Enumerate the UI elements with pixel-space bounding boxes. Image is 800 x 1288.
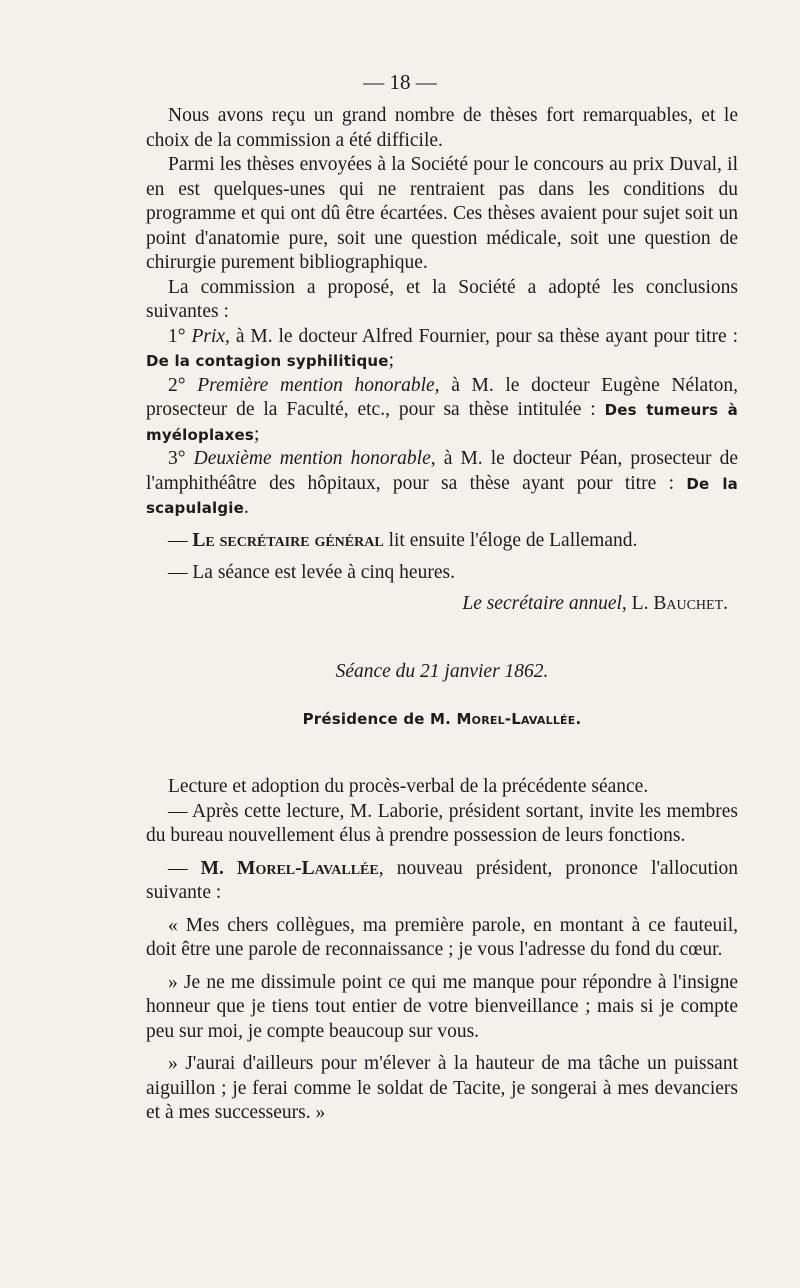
paragraph-prix-duval: Parmi les thèses envoyées à la Société pour le concours au prix Duval, il en est quelques-unes qui ne rentraient pas dans les conditions du programme et qui ont dû être écartées. Ces thèses avaient pour sujet soit un point d'anatomie pure, soit une question médicale, soit une question de chirurgie purement bibliographique.	[146, 154, 738, 273]
prize-second: 2° Première mention honorable, à M. le docteur Eugène Nélaton, prosecteur de la Faculté, etc., pour sa thèse intitulée : Des tumeurs à myéloplaxes;	[146, 374, 738, 445]
thesis-title: Des tumeurs à myéloplaxes	[146, 401, 738, 444]
page-number: — 18 —	[363, 70, 437, 94]
paragraph-lecture: Lecture et adoption du procès-verbal de la précédente séance.	[168, 776, 649, 797]
prize-label: Deuxième mention honorable,	[193, 448, 436, 469]
prize-label: Première mention honorable	[197, 374, 435, 396]
signature-name: Bauchet.	[653, 592, 728, 614]
prize-number: 2°	[168, 374, 186, 396]
speaker-name: M. Morel-Lavallée	[200, 857, 379, 879]
thesis-title: De la contagion syphilitique	[146, 352, 389, 370]
speech-paragraph-3: » J'aurai d'ailleurs pour m'élever à la hauteur de ma tâche un puissant aiguillon ; je ferai comme le soldat de Tacite, je songerai à mes devanciers et à mes successeurs. »	[146, 1053, 738, 1123]
speech-paragraph-2: » Je ne me dissimule point ce qui me manque pour répondre à l'insigne honneur que je tiens tout entier de votre bienveillance ; mais si je compte peu sur moi, je compte beaucoup sur vous.	[146, 971, 738, 1042]
prize-label: Prix,	[191, 325, 230, 347]
paragraph-theses: Nous avons reçu un grand nombre de thèses fort remarquables, et le choix de la commission a été difficile.	[146, 105, 738, 151]
prize-text: à M. le docteur Alfred Fournier, pour sa thèse ayant pour titre :	[229, 325, 738, 347]
prize-number: 1°	[168, 325, 186, 347]
body-text	[146, 104, 738, 1126]
paragraph-seance-levee: — La séance est levée à cinq heures.	[168, 562, 455, 583]
signature: Le secrétaire annuel, L. Bauchet.	[462, 592, 728, 614]
presidence-line: Présidence de M. Morel-Lavallée.	[302, 709, 582, 728]
paragraph-laborie: — Après cette lecture, M. Laborie, président sortant, invite les membres du bureau nouvellement élus à prendre possession de leurs fonctions.	[146, 800, 738, 846]
paragraph-morel: — M. Morel-Lavallée, nouveau président, prononce l'allocution suivante :	[146, 857, 739, 903]
prize-third: 3° Deuxième mention honorable, à M. le docteur Péan, prosecteur de l'amphithéâtre des hôpitaux, pour sa thèse ayant pour titre : De la scapulalgie.	[146, 448, 739, 518]
session-title: Séance du 21 janvier 1862.	[335, 661, 549, 682]
signature-role: Le secrétaire annuel	[462, 592, 622, 614]
thesis-title: De la scapulalgie	[146, 474, 738, 517]
paragraph-conclusions: La commission a proposé, et la Société a adopté les conclusions suivantes :	[146, 276, 738, 322]
paragraph-secretaire: — Le secrétaire général lit ensuite l'éloge de Lallemand.	[168, 529, 638, 551]
prize-text: , à M. le docteur Eugène Nélaton, prosecteur de la Faculté, etc., pour sa thèse intitulée :	[146, 374, 738, 420]
speech-paragraph-1: « Mes chers collègues, ma première parole, en montant à ce fauteuil, doit être une parole de reconnaissance ; je vous l'adresse du fond du cœur.	[146, 914, 738, 960]
president-name: Morel-Lavallée.	[456, 709, 582, 728]
prize-first: 1° Prix, à M. le docteur Alfred Fournier, pour sa thèse ayant pour titre : De la contagion syphilitique;	[146, 325, 738, 371]
prize-number: 3°	[168, 448, 186, 469]
speaker-name: Le secrétaire général	[192, 529, 384, 551]
prize-text: à M. le docteur Péan, prosecteur de l'amphithéâtre des hôpitaux, pour sa thèse ayant pour titre :	[146, 448, 739, 494]
